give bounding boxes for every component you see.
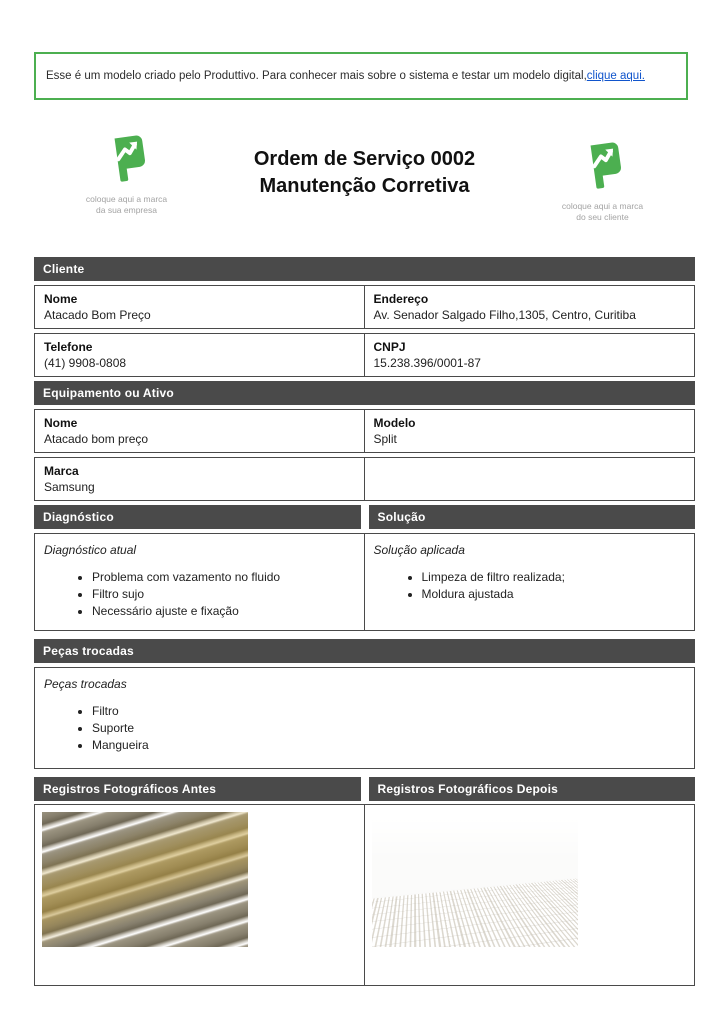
bullet-item: • Filtro sujo (92, 586, 355, 603)
field-cnpj (365, 334, 695, 376)
field-value: Atacado bom preço (44, 432, 149, 446)
field-label: CNPJ (373, 340, 406, 354)
page-title (219, 128, 510, 200)
photo-clean-filter (372, 812, 578, 947)
photo-dirty-filter (42, 812, 248, 947)
field-label: Nome (44, 416, 78, 430)
field-endereco (365, 286, 695, 328)
table-row (34, 409, 695, 453)
caption-line: da sua empresa (96, 205, 157, 215)
produttivo-promo-banner (34, 52, 688, 100)
bullet-item: • Problema com vazamento no fluido (92, 569, 355, 586)
diagnostico-subtitle: Diagnóstico atual (44, 543, 137, 557)
bullet-item: • Filtro (92, 703, 685, 720)
field-label: Nome (44, 292, 78, 306)
section-header-cliente: Cliente (34, 257, 695, 281)
photos-row (34, 804, 695, 986)
field-marca (35, 458, 365, 500)
field-empty (365, 458, 695, 500)
title-line-1: Ordem de Serviço 0002 (253, 148, 476, 170)
section-header-solucao: Solução (369, 505, 696, 529)
section-header-fotos-depois: Registros Fotográficos Depois (369, 777, 696, 801)
bullet-item: • Limpeza de filtro realizada; (422, 569, 686, 586)
table-row (34, 333, 695, 377)
section-header-split (34, 505, 695, 529)
field-value: Atacado Bom Preço (44, 308, 151, 322)
section-header-pecas: Peças trocadas (34, 639, 695, 663)
photos-header-split (34, 777, 695, 801)
bullet-item: • Moldura ajustada (422, 586, 686, 603)
field-value: Split (373, 432, 397, 446)
service-order-table (34, 257, 695, 1024)
table-row (34, 285, 695, 329)
section-header-equipamento: Equipamento ou Ativo (34, 381, 695, 405)
pecas-list (44, 703, 685, 754)
client-logo-block (510, 128, 695, 223)
diagnostico-cell (35, 534, 365, 630)
solucao-list (374, 569, 686, 603)
bullet-item: • Necessário ajuste e fixação (92, 603, 355, 620)
photo-depois-cell (365, 805, 695, 985)
field-value: (41) 9908-0808 (44, 356, 127, 370)
field-value: Av. Senador Salgado Filho,1305, Centro, Curitiba (373, 308, 636, 322)
pecas-subtitle: Peças trocadas (44, 677, 127, 691)
field-telefone (35, 334, 365, 376)
produttivo-logo-icon (106, 133, 148, 188)
bullet-item: • Mangueira (92, 737, 685, 754)
solucao-cell (365, 534, 695, 630)
caption-line: coloque aqui a marca (85, 194, 168, 204)
title-line-2: Manutenção Corretiva (259, 175, 470, 197)
caption-line: do seu cliente (576, 212, 629, 222)
pecas-row (34, 667, 695, 769)
photo-antes-cell (35, 805, 365, 985)
field-value: Samsung (44, 480, 95, 494)
diagnostico-solucao-row (34, 533, 695, 631)
field-nome-cliente (35, 286, 365, 328)
field-nome-equipamento (35, 410, 365, 452)
table-row (34, 457, 695, 501)
produttivo-logo-icon (582, 140, 624, 195)
document-header (34, 128, 695, 223)
field-value: 15.238.396/0001-87 (373, 356, 481, 370)
company-logo-caption (86, 194, 167, 216)
section-header-diagnostico: Diagnóstico (34, 505, 361, 529)
field-label: Marca (44, 464, 79, 478)
field-modelo (365, 410, 695, 452)
client-logo-caption (562, 201, 643, 223)
company-logo-block (34, 128, 219, 216)
pecas-cell (35, 668, 694, 768)
banner-text: Esse é um modelo criado pelo Produttivo. Para conhecer mais sobre o sistema e testar um modelo digital, (46, 70, 587, 82)
field-label: Telefone (44, 340, 93, 354)
solucao-subtitle: Solução aplicada (373, 543, 465, 557)
bullet-item: • Suporte (92, 720, 685, 737)
diagnostico-list (44, 569, 355, 620)
field-label: Modelo (373, 416, 416, 430)
clique-aqui-link[interactable]: clique aqui. (586, 70, 645, 82)
photo-highlight (372, 812, 578, 947)
field-label: Endereço (373, 292, 429, 306)
caption-line: coloque aqui a marca (561, 201, 644, 211)
section-header-fotos-antes: Registros Fotográficos Antes (34, 777, 361, 801)
